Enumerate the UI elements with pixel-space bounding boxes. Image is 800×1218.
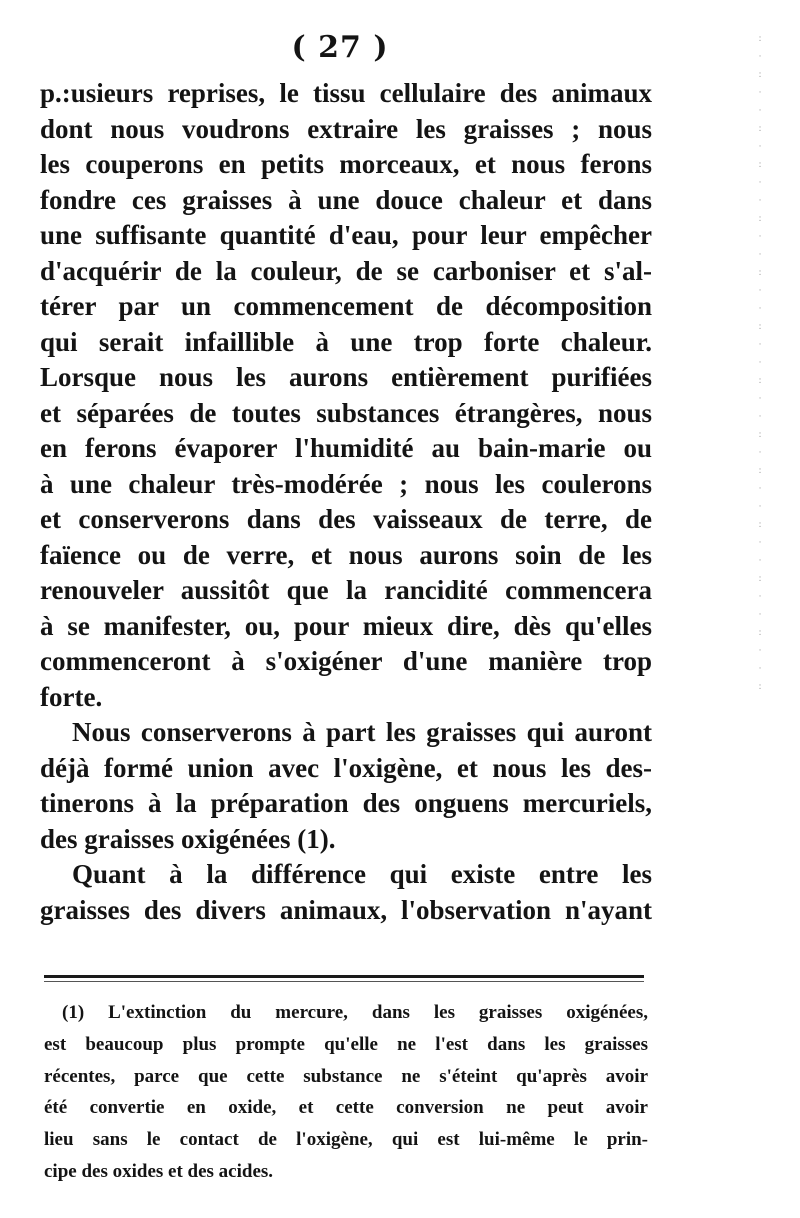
main-text	[40, 76, 652, 928]
text-line: commenceront à s'oxigéner d'une manière trop	[40, 646, 652, 676]
text-line: Nous conserverons à part les graisses qui auront	[72, 717, 652, 747]
text-line: et conserverons dans des vaisseaux de terre, de	[40, 504, 652, 534]
text-line: et séparées de toutes substances étrangères, nous	[40, 397, 652, 428]
footnote-line: récentes, parce que cette substance ne s'éteint qu'après avoir	[44, 1065, 648, 1087]
footnote-line: lieu sans le contact de l'oxigène, qui est lui-même le prin-	[44, 1129, 648, 1151]
margin-bleed-through-marks: : · : · · : · : · · : · · : · · : · · : · · : · : · · : · · : · · : · · :	[758, 34, 762, 692]
text-line: des graisses oxigénées (1).	[40, 823, 336, 854]
text-line: Quant à la différence qui existe entre les	[72, 859, 652, 889]
text-line: en ferons évaporer l'humidité au bain-marie ou	[40, 433, 652, 463]
text-line: graisses des divers animaux, l'observation n'ayant	[40, 894, 652, 925]
text-line: renouveler aussitôt que la rancidité commencera	[40, 575, 652, 605]
footnote	[44, 997, 648, 1188]
text-line: térer par un commencement de décomposition	[40, 291, 652, 321]
footnote-separator-rule-thin	[44, 981, 644, 982]
footnote-line: cipe des oxides et des acides.	[44, 1160, 274, 1182]
text-line: à se manifester, ou, pour mieux dire, dès qu'elles	[40, 610, 652, 641]
footnote-line: est beaucoup plus prompte qu'elle ne l'est dans les graisses	[44, 1033, 648, 1055]
text-line: p.:usieurs reprises, le tissu cellulaire des animaux	[40, 78, 652, 108]
footnote-line: été convertie en oxide, et cette conversion ne peut avoir	[44, 1097, 648, 1119]
text-line: déjà formé union avec l'oxigène, et nous les des-	[40, 752, 652, 783]
text-line: les couperons en petits morceaux, et nous ferons	[40, 149, 652, 179]
text-line: qui serait infaillible à une trop forte chaleur.	[40, 326, 652, 357]
text-line: d'acquérir de la couleur, de se carboniser et s'al-	[40, 255, 652, 286]
text-line: fondre ces graisses à une douce chaleur et dans	[40, 184, 652, 215]
text-line: dont nous voudrons extraire les graisses ; nous	[40, 113, 652, 144]
text-line: à une chaleur très-modérée ; nous les coulerons	[40, 468, 652, 499]
page-number: ( 27 )	[291, 30, 389, 65]
footnote-separator-rule	[44, 975, 644, 978]
text-line: faïence ou de verre, et nous aurons soin de les	[40, 539, 652, 570]
footnote-line: (1) L'extinction du mercure, dans les graisses oxigénées,	[62, 1002, 648, 1023]
text-line: tinerons à la préparation des onguens mercuriels,	[40, 788, 652, 818]
text-line: une suffisante quantité d'eau, pour leur empêcher	[40, 220, 652, 250]
text-line: Lorsque nous les aurons entièrement purifiées	[40, 362, 652, 392]
text-line: forte.	[40, 681, 103, 712]
